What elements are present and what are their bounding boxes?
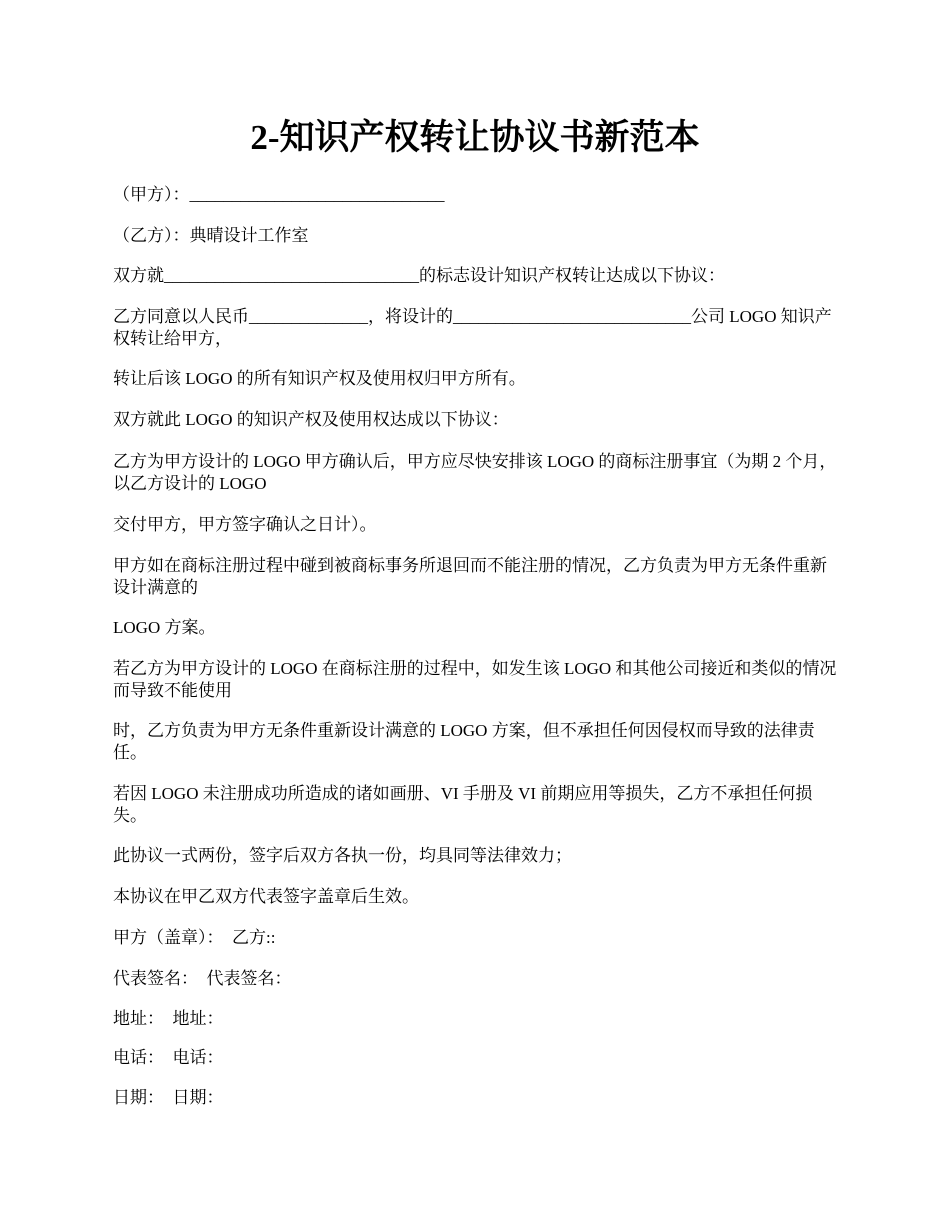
clause-paragraph: 此协议一式两份，签字后双方各执一份，均具同等法律效力； <box>113 846 572 865</box>
intro-pre: 双方就 <box>113 266 164 285</box>
party-b-label: （乙方）： <box>113 226 190 245</box>
signature-phone-line: 电话： 电话： <box>113 1048 224 1067</box>
clause-paragraph: 交付甲方，甲方签字确认之日计）。 <box>113 515 377 534</box>
agreement-intro <box>113 265 843 287</box>
price-blank: ______________ <box>249 307 368 326</box>
transfer-price-paragraph <box>113 306 843 350</box>
party-b-line <box>113 225 843 247</box>
party-a-value: ______________________________ <box>189 185 445 204</box>
signature-name-line: 代表签名： 代表签名： <box>113 969 292 988</box>
clause-paragraph: 时，乙方负责为甲方无条件重新设计满意的 LOGO 方案，但不承担任何因侵权而导致的法律责任。 <box>113 721 815 762</box>
party-a-line <box>113 184 843 206</box>
clause-paragraph: 若因 LOGO 未注册成功所造成的诸如画册、VI 手册及 VI 前期应用等损失，乙方不承担任何损失。 <box>113 784 813 825</box>
clause-paragraph: 甲方如在商标注册过程中碰到被商标事务所退回而不能注册的情况，乙方负责为甲方无条件重新设计满意的 <box>113 556 827 597</box>
clause-paragraph: 转让后该 LOGO 的所有知识产权及使用权归甲方所有。 <box>113 369 526 388</box>
design-blank: ____________________________ <box>453 307 691 326</box>
clause-paragraph: 若乙方为甲方设计的 LOGO 在商标注册的过程中，如发生该 LOGO 和其他公司接近和类似的情况而导致不能使用 <box>113 659 837 700</box>
clause-paragraph: 双方就此 LOGO 的知识产权及使用权达成以下协议： <box>113 410 509 429</box>
price-pre: 乙方同意以人民币 <box>113 307 249 326</box>
intro-post: 的标志设计知识产权转让达成以下协议： <box>419 266 725 285</box>
intro-blank: ______________________________ <box>164 266 419 285</box>
signature-address-line: 地址： 地址： <box>113 1009 224 1028</box>
signature-date-line: 日期： 日期： <box>113 1088 224 1107</box>
price-post: 公司 LOGO 知识产权转让给甲方， <box>113 307 832 348</box>
clause-paragraph: 本协议在甲乙双方代表签字盖章后生效。 <box>113 887 419 906</box>
party-a-label: （甲方）： <box>113 185 190 204</box>
clause-paragraph: 乙方为甲方设计的 LOGO 甲方确认后，甲方应尽快安排该 LOGO 的商标注册事宜（为期 2 个月，以乙方设计的 LOGO <box>113 452 837 493</box>
clause-paragraph: LOGO 方案。 <box>113 618 216 637</box>
party-b-value: 典晴设计工作室 <box>189 226 309 245</box>
signature-seal-line: 甲方（盖章）： 乙方:: <box>113 928 276 947</box>
document-title: 2-知识产权转让协议书新范本 <box>250 118 700 157</box>
price-mid: ，将设计的 <box>368 307 453 326</box>
